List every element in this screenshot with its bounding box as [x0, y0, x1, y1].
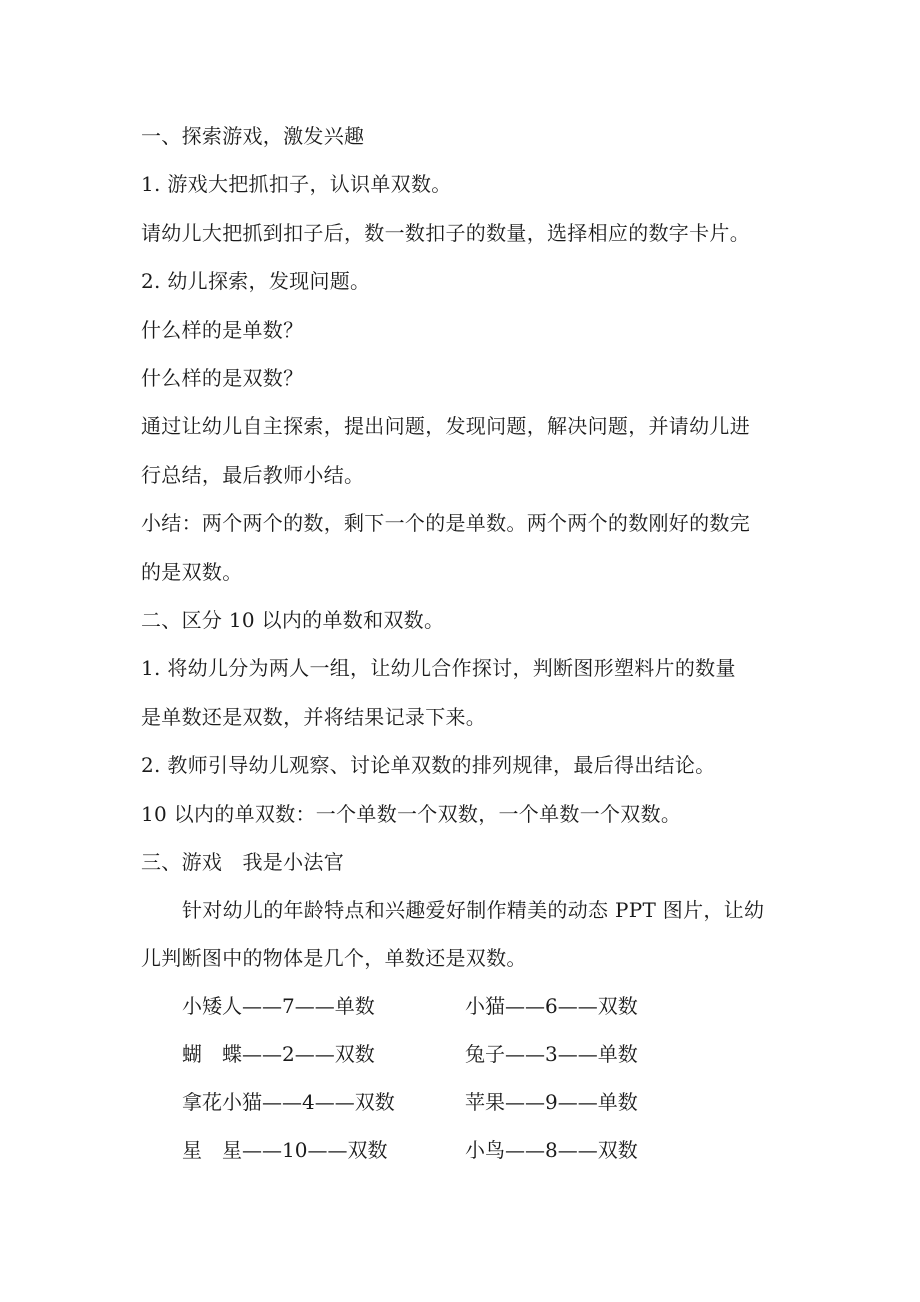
question-double: 什么样的是双数？ [141, 366, 304, 390]
answer-item: 兔子——3——单数 [465, 1042, 638, 1066]
section2-item2: 2. 教师引导幼儿观察、讨论单双数的排列规律，最后得出结论。 [141, 753, 716, 777]
answer-item: 小猫——6——双数 [465, 994, 638, 1018]
section1-item2: 2. 幼儿探索，发现问题。 [141, 269, 371, 293]
section1-item1: 1. 游戏大把抓扣子，认识单双数。 [141, 172, 452, 196]
answer-item: 苹果——9——单数 [465, 1090, 638, 1114]
summary-line: 的是双数。 [141, 560, 243, 584]
section3-paragraph: 儿判断图中的物体是几个，单数还是双数。 [141, 946, 527, 970]
paragraph-line: 行总结，最后教师小结。 [141, 463, 365, 487]
question-single: 什么样的是单数？ [141, 318, 304, 342]
section2-heading: 二、区分 10 以内的单数和双数。 [141, 608, 445, 632]
section2-conclusion: 10 以内的单双数：一个单数一个双数，一个单数一个双数。 [141, 802, 682, 826]
section2-item1: 1. 将幼儿分为两人一组，让幼儿合作探讨，判断图形塑料片的数量 [141, 656, 736, 680]
paragraph-line: 通过让幼儿自主探索，提出问题，发现问题，解决问题，并请幼儿进 [141, 414, 750, 438]
answer-item: 小矮人——7——单数 [182, 994, 375, 1018]
answer-item: 星 星——10——双数 [182, 1138, 388, 1162]
section2-item1: 是单数还是双数，并将结果记录下来。 [141, 705, 487, 729]
section1-item1-desc: 请幼儿大把抓到扣子后，数一数扣子的数量，选择相应的数字卡片。 [141, 221, 750, 245]
summary-line: 小结：两个两个的数，剩下一个的是单数。两个两个的数刚好的数完 [141, 511, 750, 535]
section3-paragraph: 针对幼儿的年龄特点和兴趣爱好制作精美的动态 PPT 图片，让幼 [182, 898, 765, 922]
answer-item: 小鸟——8——双数 [465, 1138, 638, 1162]
section1-heading: 一、探索游戏，激发兴趣 [141, 124, 365, 148]
answer-item: 蝴 蝶——2——双数 [182, 1042, 375, 1066]
answer-item: 拿花小猫——4——双数 [182, 1090, 395, 1114]
section3-heading: 三、游戏 我是小法官 [141, 850, 344, 874]
